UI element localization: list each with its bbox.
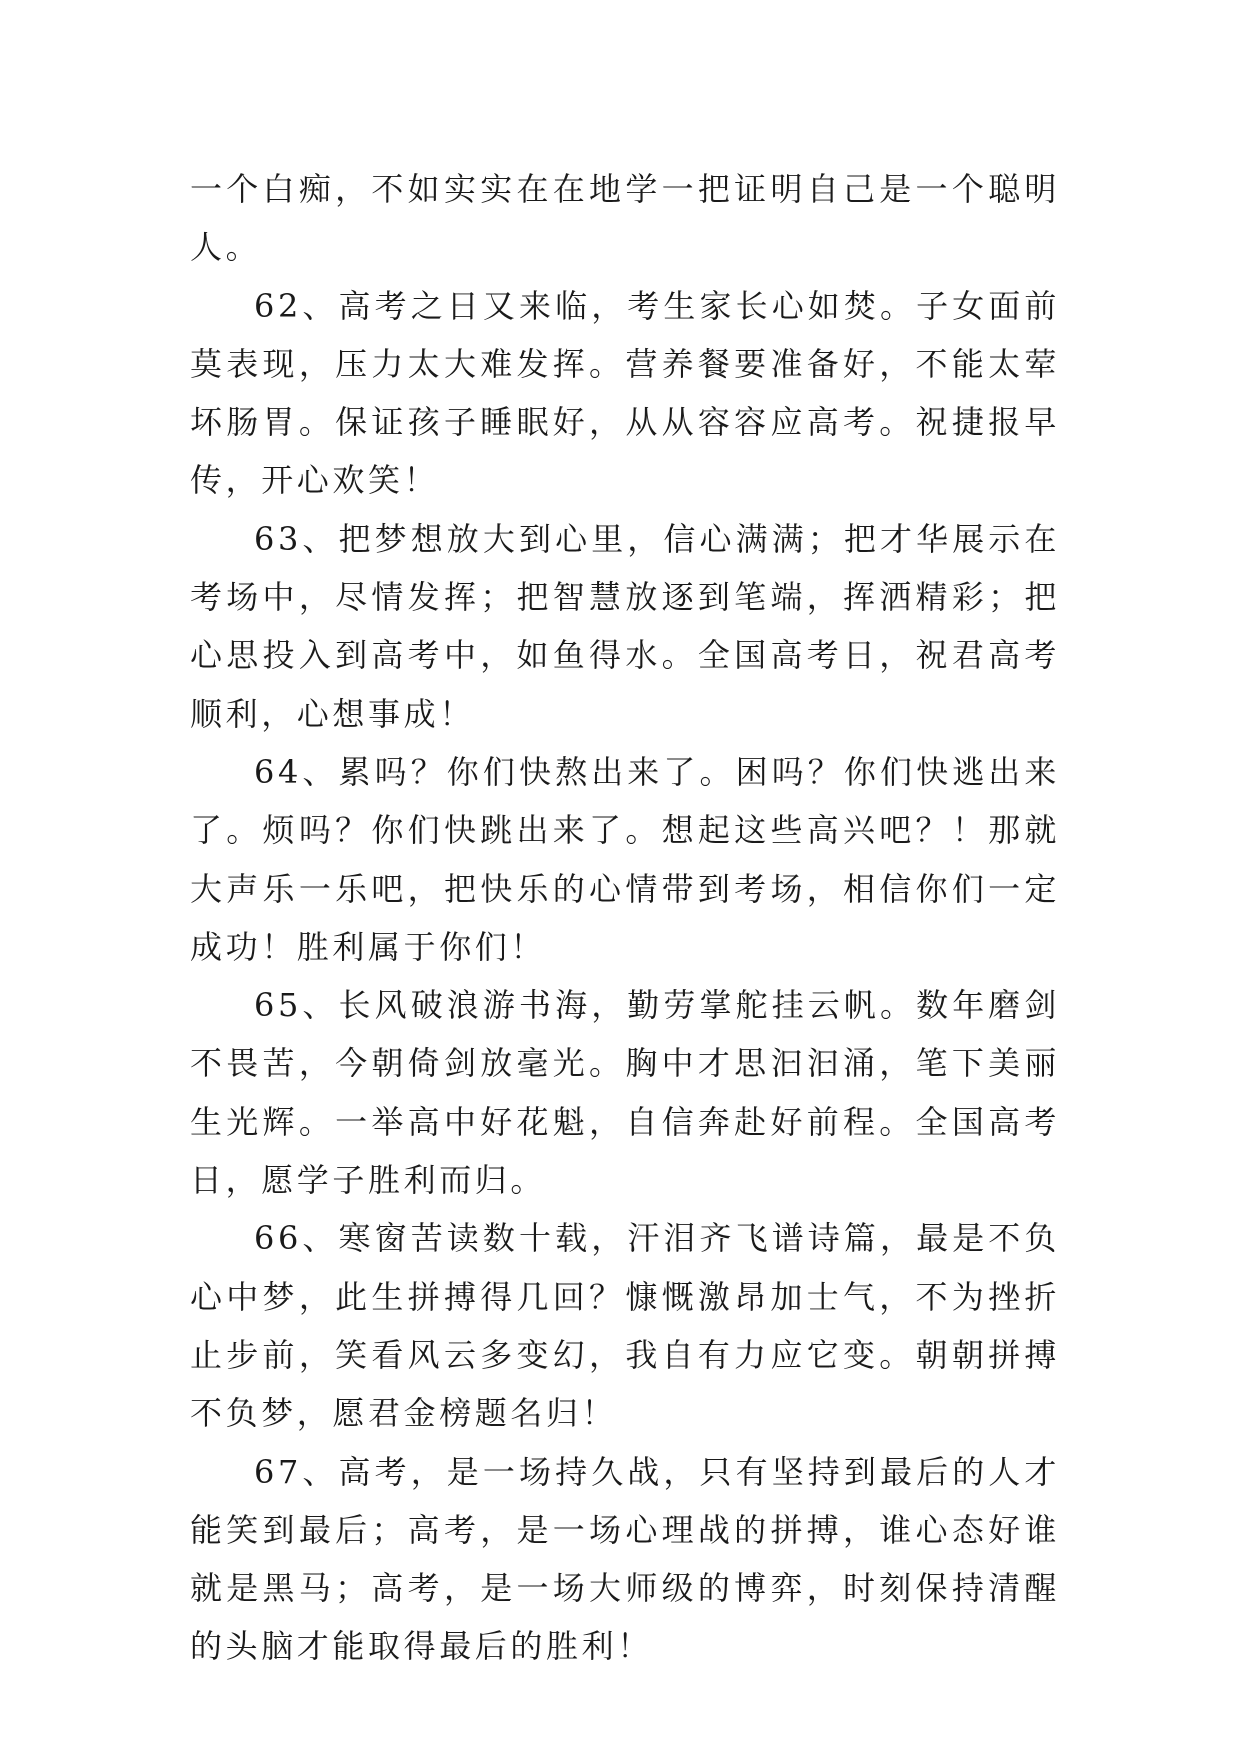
paragraph-item-67: 67、高考，是一场持久战，只有坚持到最后的人才能笑到最后；高考，是一场心理战的拼搏，谁心态好谁就是黑马；高考，是一场大师级的博弈，时刻保持清醒的头脑才能取得最后的胜利！ bbox=[190, 1452, 1060, 1666]
paragraph-continuation: 一个白痴，不如实实在在地学一把证明自己是一个聪明人。 bbox=[190, 170, 1060, 267]
paragraph-item-62: 62、高考之日又来临，考生家长心如焚。子女面前莫表现，压力太大难发挥。营养餐要准备好，不能太荤坏肠胃。保证孩子睡眠好，从从容容应高考。祝捷报早传，开心欢笑！ bbox=[190, 286, 1060, 500]
document-body bbox=[190, 160, 1060, 1676]
paragraph-item-64: 64、累吗？你们快熬出来了。困吗？你们快逃出来了。烦吗？你们快跳出来了。想起这些高兴吧？！那就大声乐一乐吧，把快乐的心情带到考场，相信你们一定成功！胜利属于你们！ bbox=[190, 752, 1060, 966]
paragraph-item-63: 63、把梦想放大到心里，信心满满；把才华展示在考场中，尽情发挥；把智慧放逐到笔端，挥洒精彩；把心思投入到高考中，如鱼得水。全国高考日，祝君高考顺利，心想事成！ bbox=[190, 519, 1060, 733]
paragraph-item-65: 65、长风破浪游书海，勤劳掌舵挂云帆。数年磨剑不畏苦，今朝倚剑放毫光。胸中才思汩汩涌，笔下美丽生光辉。一举高中好花魁，自信奔赴好前程。全国高考日，愿学子胜利而归。 bbox=[190, 986, 1060, 1200]
paragraph-item-66: 66、寒窗苦读数十载，汗泪齐飞谱诗篇，最是不负心中梦，此生拼搏得几回？慷慨激昂加士气，不为挫折止步前，笑看风云多变幻，我自有力应它变。朝朝拼搏不负梦，愿君金榜题名归！ bbox=[190, 1219, 1060, 1433]
